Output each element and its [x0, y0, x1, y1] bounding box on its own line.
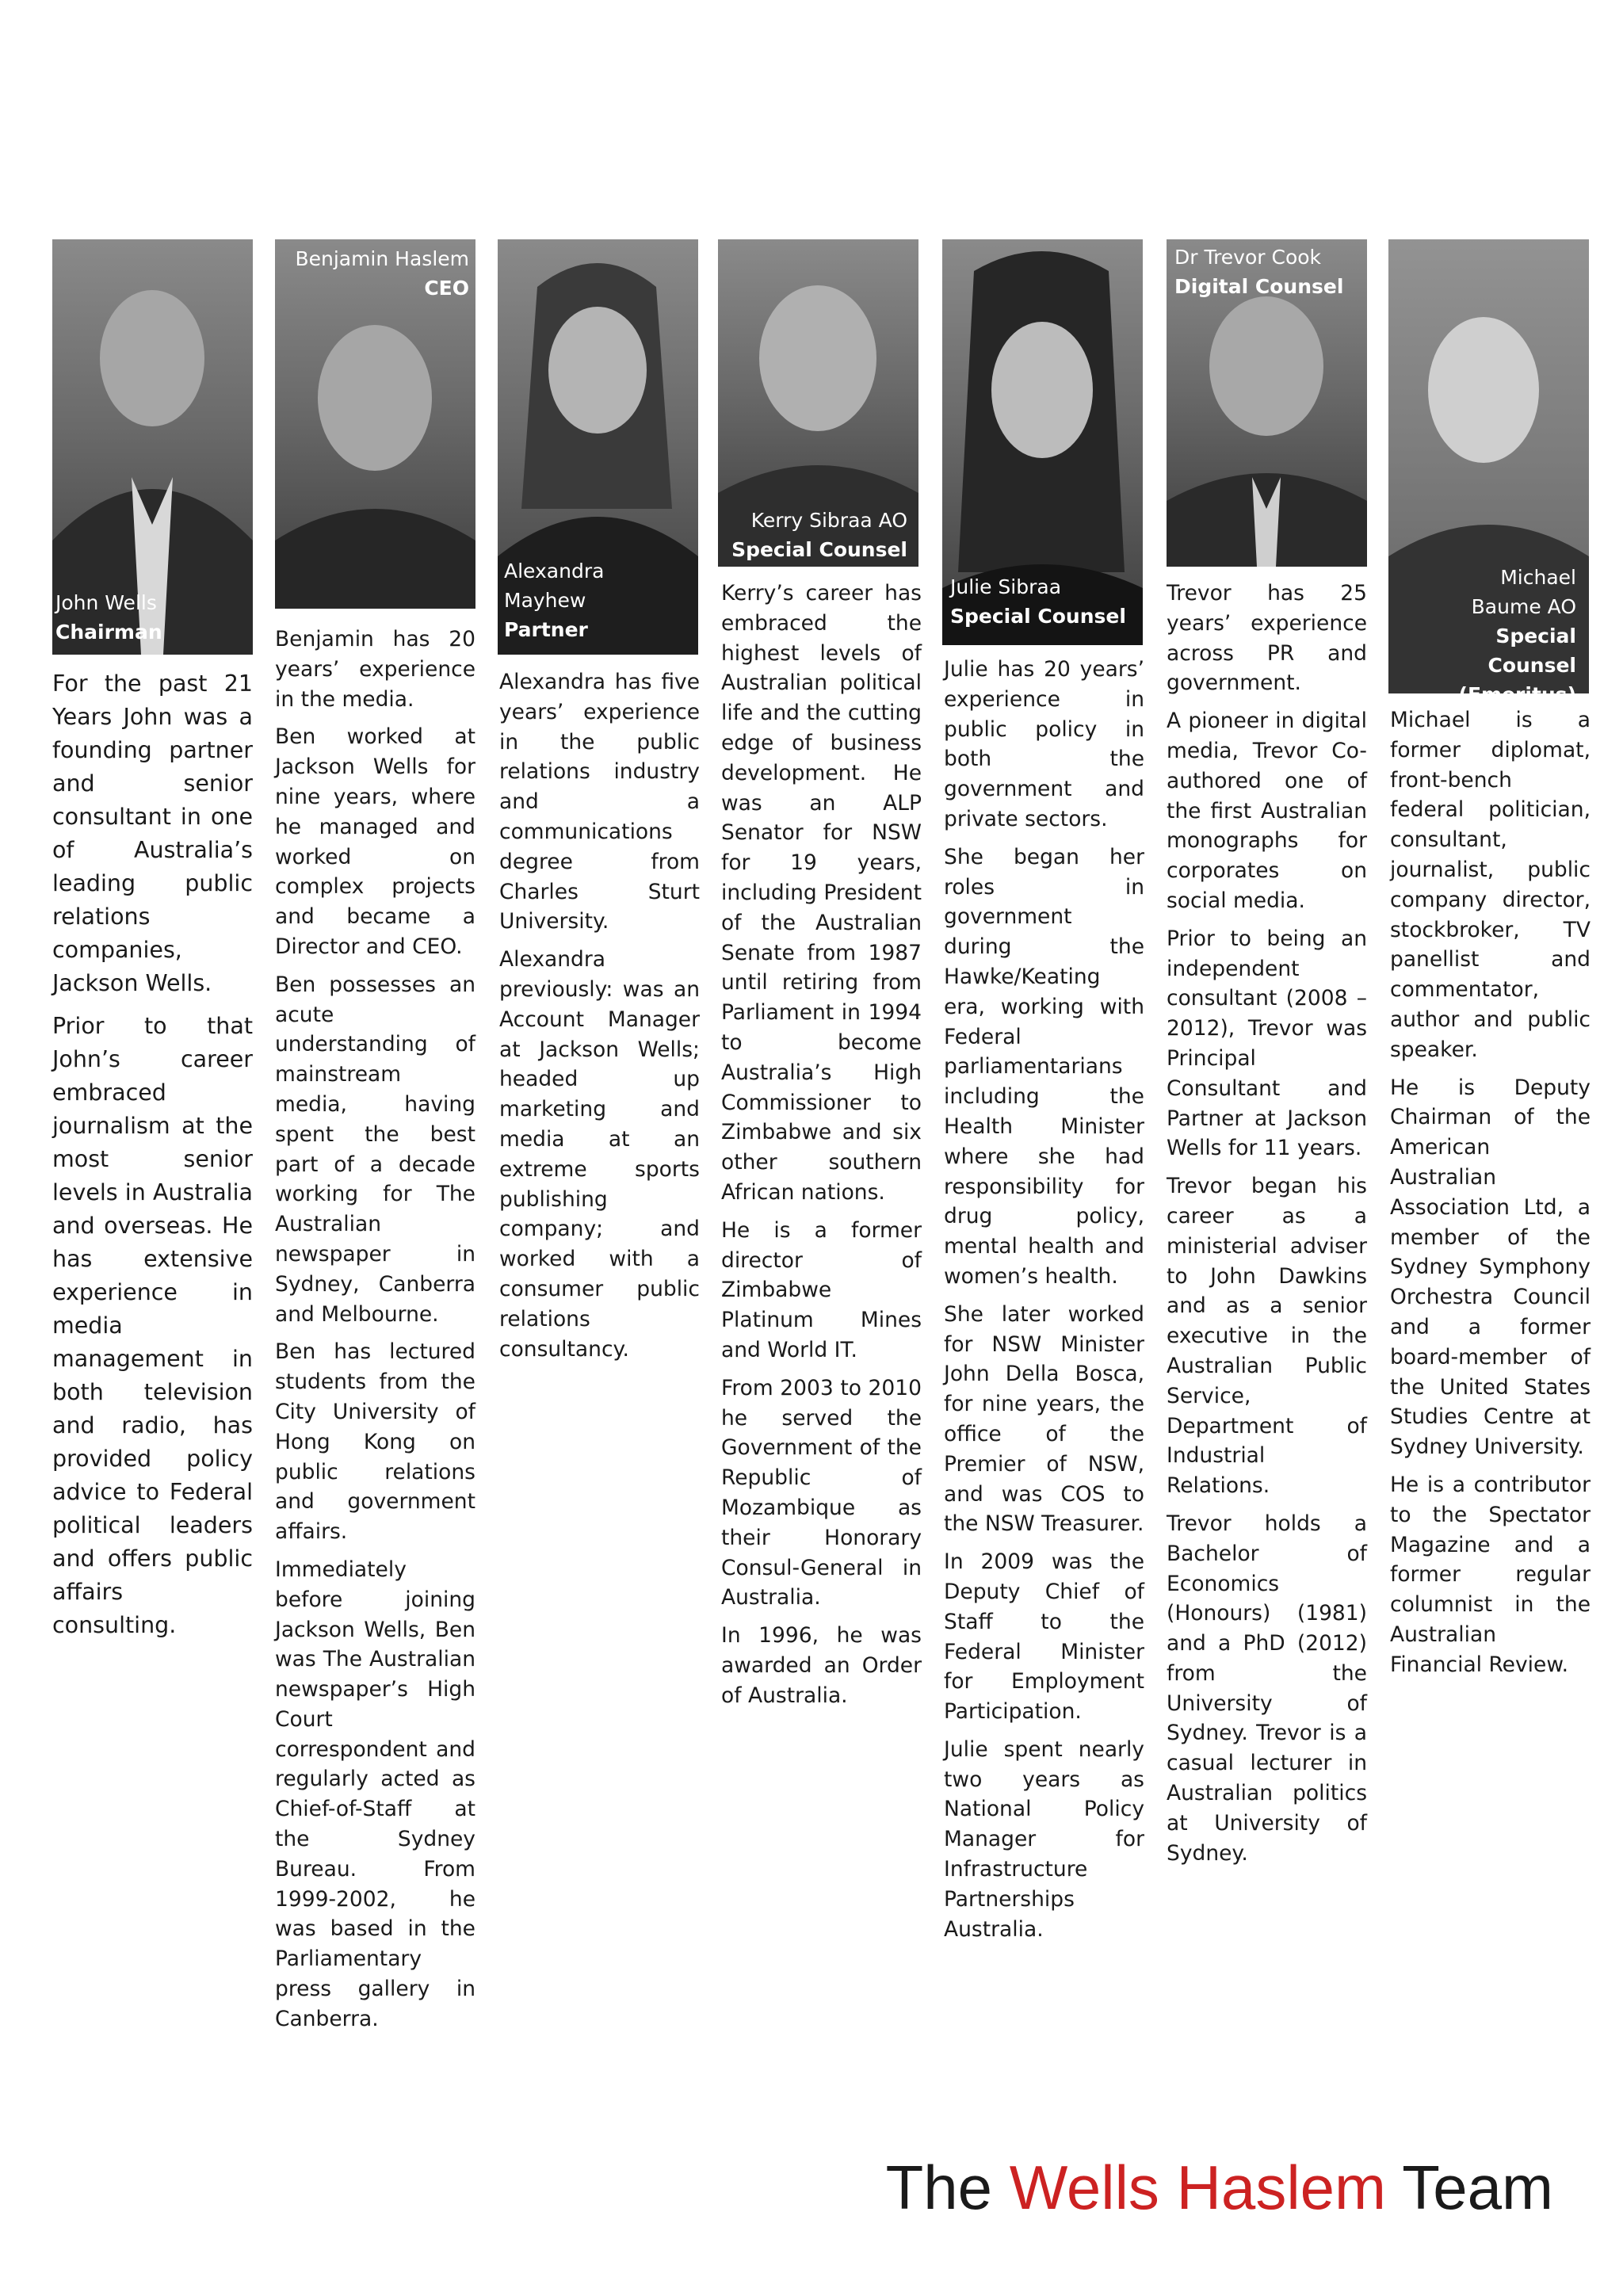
photo-trevor-cook — [1167, 239, 1367, 567]
photo-michael-baume — [1388, 239, 1589, 706]
bio-benjamin-haslem — [275, 625, 475, 2042]
caption — [718, 506, 907, 564]
caption — [504, 556, 623, 644]
bio-paragraph: He is a contributor to the Spectator Magazine and a former regular columnist in the Australian Financial Review. — [1390, 1472, 1591, 1677]
bio-paragraph: She began her roles in government during the Hawke/Keating era, working with Federal parliamentarians including the Health Minister where she had responsibility for drug policy, mental health and women’s health. — [944, 844, 1144, 1289]
bio-paragraph: Julie spent nearly two years as National Policy Manager for Infrastructure Partnerships Australia. — [944, 1736, 1144, 1942]
bio-paragraph: Trevor has 25 years’ experience across PR and government. — [1167, 581, 1367, 696]
bio-paragraph: Michael is a former diplomat, front-bench federal politician, consultant, journalist, public company director, stockbroker, TV panellist and commentator, author and public speaker. — [1390, 708, 1591, 1062]
photo-kerry-sibraa — [718, 239, 918, 567]
bio-paragraph: In 2009 was the Deputy Chief of Staff to the Federal Minister for Employment Participation. — [944, 1549, 1144, 1725]
caption — [275, 244, 469, 303]
member-role: Special Counsel — [731, 538, 907, 561]
bio-trevor-cook — [1167, 579, 1367, 1876]
bio-paragraph: Alexandra previously: was an Account Manager at Jackson Wells; headed up marketing and media at an extreme sports publishing company; and worked with a consumer public relations consultancy. — [499, 947, 700, 1362]
bio-paragraph: Kerry’s career has embraced the highest levels of Australian political life and the cutting edge of business development. He was an ALP Senator for NSW for 19 years, including President of the Australian Senate from 1987 until retiring from Parliament in 1994 to become Australia’s High Commissioner to Zimbabwe and six other southern African nations. — [721, 581, 922, 1205]
caption — [950, 572, 1126, 631]
bio-paragraph: He is Deputy Chairman of the American Australian Association Ltd, a member of the Sydney Symphony Orchestra Council and a former board-member of the United States Studies Centre at Sydney University. — [1390, 1075, 1591, 1460]
member-role: Chairman — [55, 621, 162, 644]
caption — [1174, 243, 1343, 301]
bio-alexandra-mayhew — [499, 667, 700, 1372]
bio-paragraph: She later worked for NSW Minister John Della Bosca, for nine years, the office of the Premier of NSW, and was COS to the NSW Treasurer. — [944, 1301, 1144, 1537]
member-name: Michael Baume AO — [1471, 566, 1576, 618]
bio-paragraph: Ben worked at Jackson Wells for nine years, where he managed and worked on complex projects and became a Director and CEO. — [275, 724, 475, 959]
member-role: Special Counsel (Emeritus) — [1458, 625, 1576, 706]
caption — [55, 588, 162, 647]
member-name: Kerry Sibraa AO — [750, 509, 907, 532]
bio-paragraph: Prior to that John’s career embraced journalism at the most senior levels in Australia and overseas. He has extensive experience in media management in both television and radio, has provided policy advice to Federal political leaders and offers public affairs consulting. — [52, 1013, 253, 1638]
member-name: Benjamin Haslem — [295, 247, 469, 270]
bio-paragraph: Ben has lectured students from the City University of Hong Kong on public relations and government affairs. — [275, 1339, 475, 1545]
member-role: Digital Counsel — [1174, 275, 1344, 298]
bio-paragraph: Benjamin has 20 years’ experience in the media. — [275, 627, 475, 712]
bio-julie-sibraa — [944, 655, 1144, 1952]
bio-paragraph: For the past 21 Years John was a founding partner and senior consultant in one of Australia’s leading public relations companies, Jackson Wells. — [52, 670, 253, 996]
photo-benjamin-haslem — [275, 239, 475, 609]
bio-paragraph: From 2003 to 2010 he served the Government of the Republic of Mozambique as their Honorary Consul-General in Australia. — [721, 1375, 922, 1610]
member-role: CEO — [424, 277, 469, 300]
bio-michael-baume — [1390, 705, 1591, 1688]
bio-john-wells — [52, 667, 253, 1652]
bio-paragraph: Prior to being an independent consultant (2008 – 2012), Trevor was Principal Consultant and Partner at Jackson Wells for 11 years. — [1167, 926, 1367, 1161]
bio-kerry-sibraa — [721, 579, 922, 1718]
photo-julie-sibraa — [942, 239, 1143, 645]
member-role: Partner — [504, 618, 588, 641]
title-prefix: The — [885, 2153, 1010, 2222]
bio-paragraph: Alexandra has five years’ experience in the public relations industry and a communications degree from Charles Sturt University. — [499, 670, 700, 934]
member-name: Julie Sibraa — [950, 575, 1062, 598]
caption — [1388, 563, 1576, 709]
photo-john-wells — [52, 239, 253, 655]
member-name: Alexandra Mayhew — [504, 560, 605, 612]
bio-paragraph: Immediately before joining Jackson Wells, Ben was The Australian newspaper’s High Court correspondent and regularly acted as Chief-of-Staff at the Sydney Bureau. From 1999-2002, he was based in the Parliamentary press gallery in Canberra. — [275, 1557, 475, 2031]
bio-paragraph: Trevor holds a Bachelor of Economics (Honours) (1981) and a PhD (2012) from the University of Sydney. Trevor is a casual lecturer in Australian politics at University of Sydney. — [1167, 1511, 1367, 1866]
bio-paragraph: In 1996, he was awarded an Order of Australia. — [721, 1623, 922, 1708]
title-highlight: Wells Haslem — [1009, 2153, 1386, 2222]
bio-paragraph: A pioneer in digital media, Trevor Co-authored one of the first Australian monographs for corporates on social media. — [1167, 709, 1367, 913]
member-name: John Wells — [55, 591, 157, 614]
bio-paragraph: He is a former director of Zimbabwe Platinum Mines and World IT. — [721, 1217, 922, 1362]
bio-paragraph: Ben possesses an acute understanding of mainstream media, having spent the best part of a decade working for The Australian newspaper in Sydney, Canberra and Melbourne. — [275, 972, 475, 1327]
title-suffix: Team — [1386, 2153, 1553, 2222]
member-name: Dr Trevor Cook — [1174, 246, 1322, 269]
page-title — [872, 2152, 1553, 2223]
photo-alexandra-mayhew — [498, 239, 698, 655]
member-role: Special Counsel — [950, 605, 1126, 628]
bio-paragraph: Trevor began his career as a ministerial adviser to John Dawkins and as a senior executive in the Australian Public Service, Department of Industrial Relations. — [1167, 1174, 1367, 1499]
bio-paragraph: Julie has 20 years’ experience in public policy in both the government and private sectors. — [944, 657, 1144, 831]
